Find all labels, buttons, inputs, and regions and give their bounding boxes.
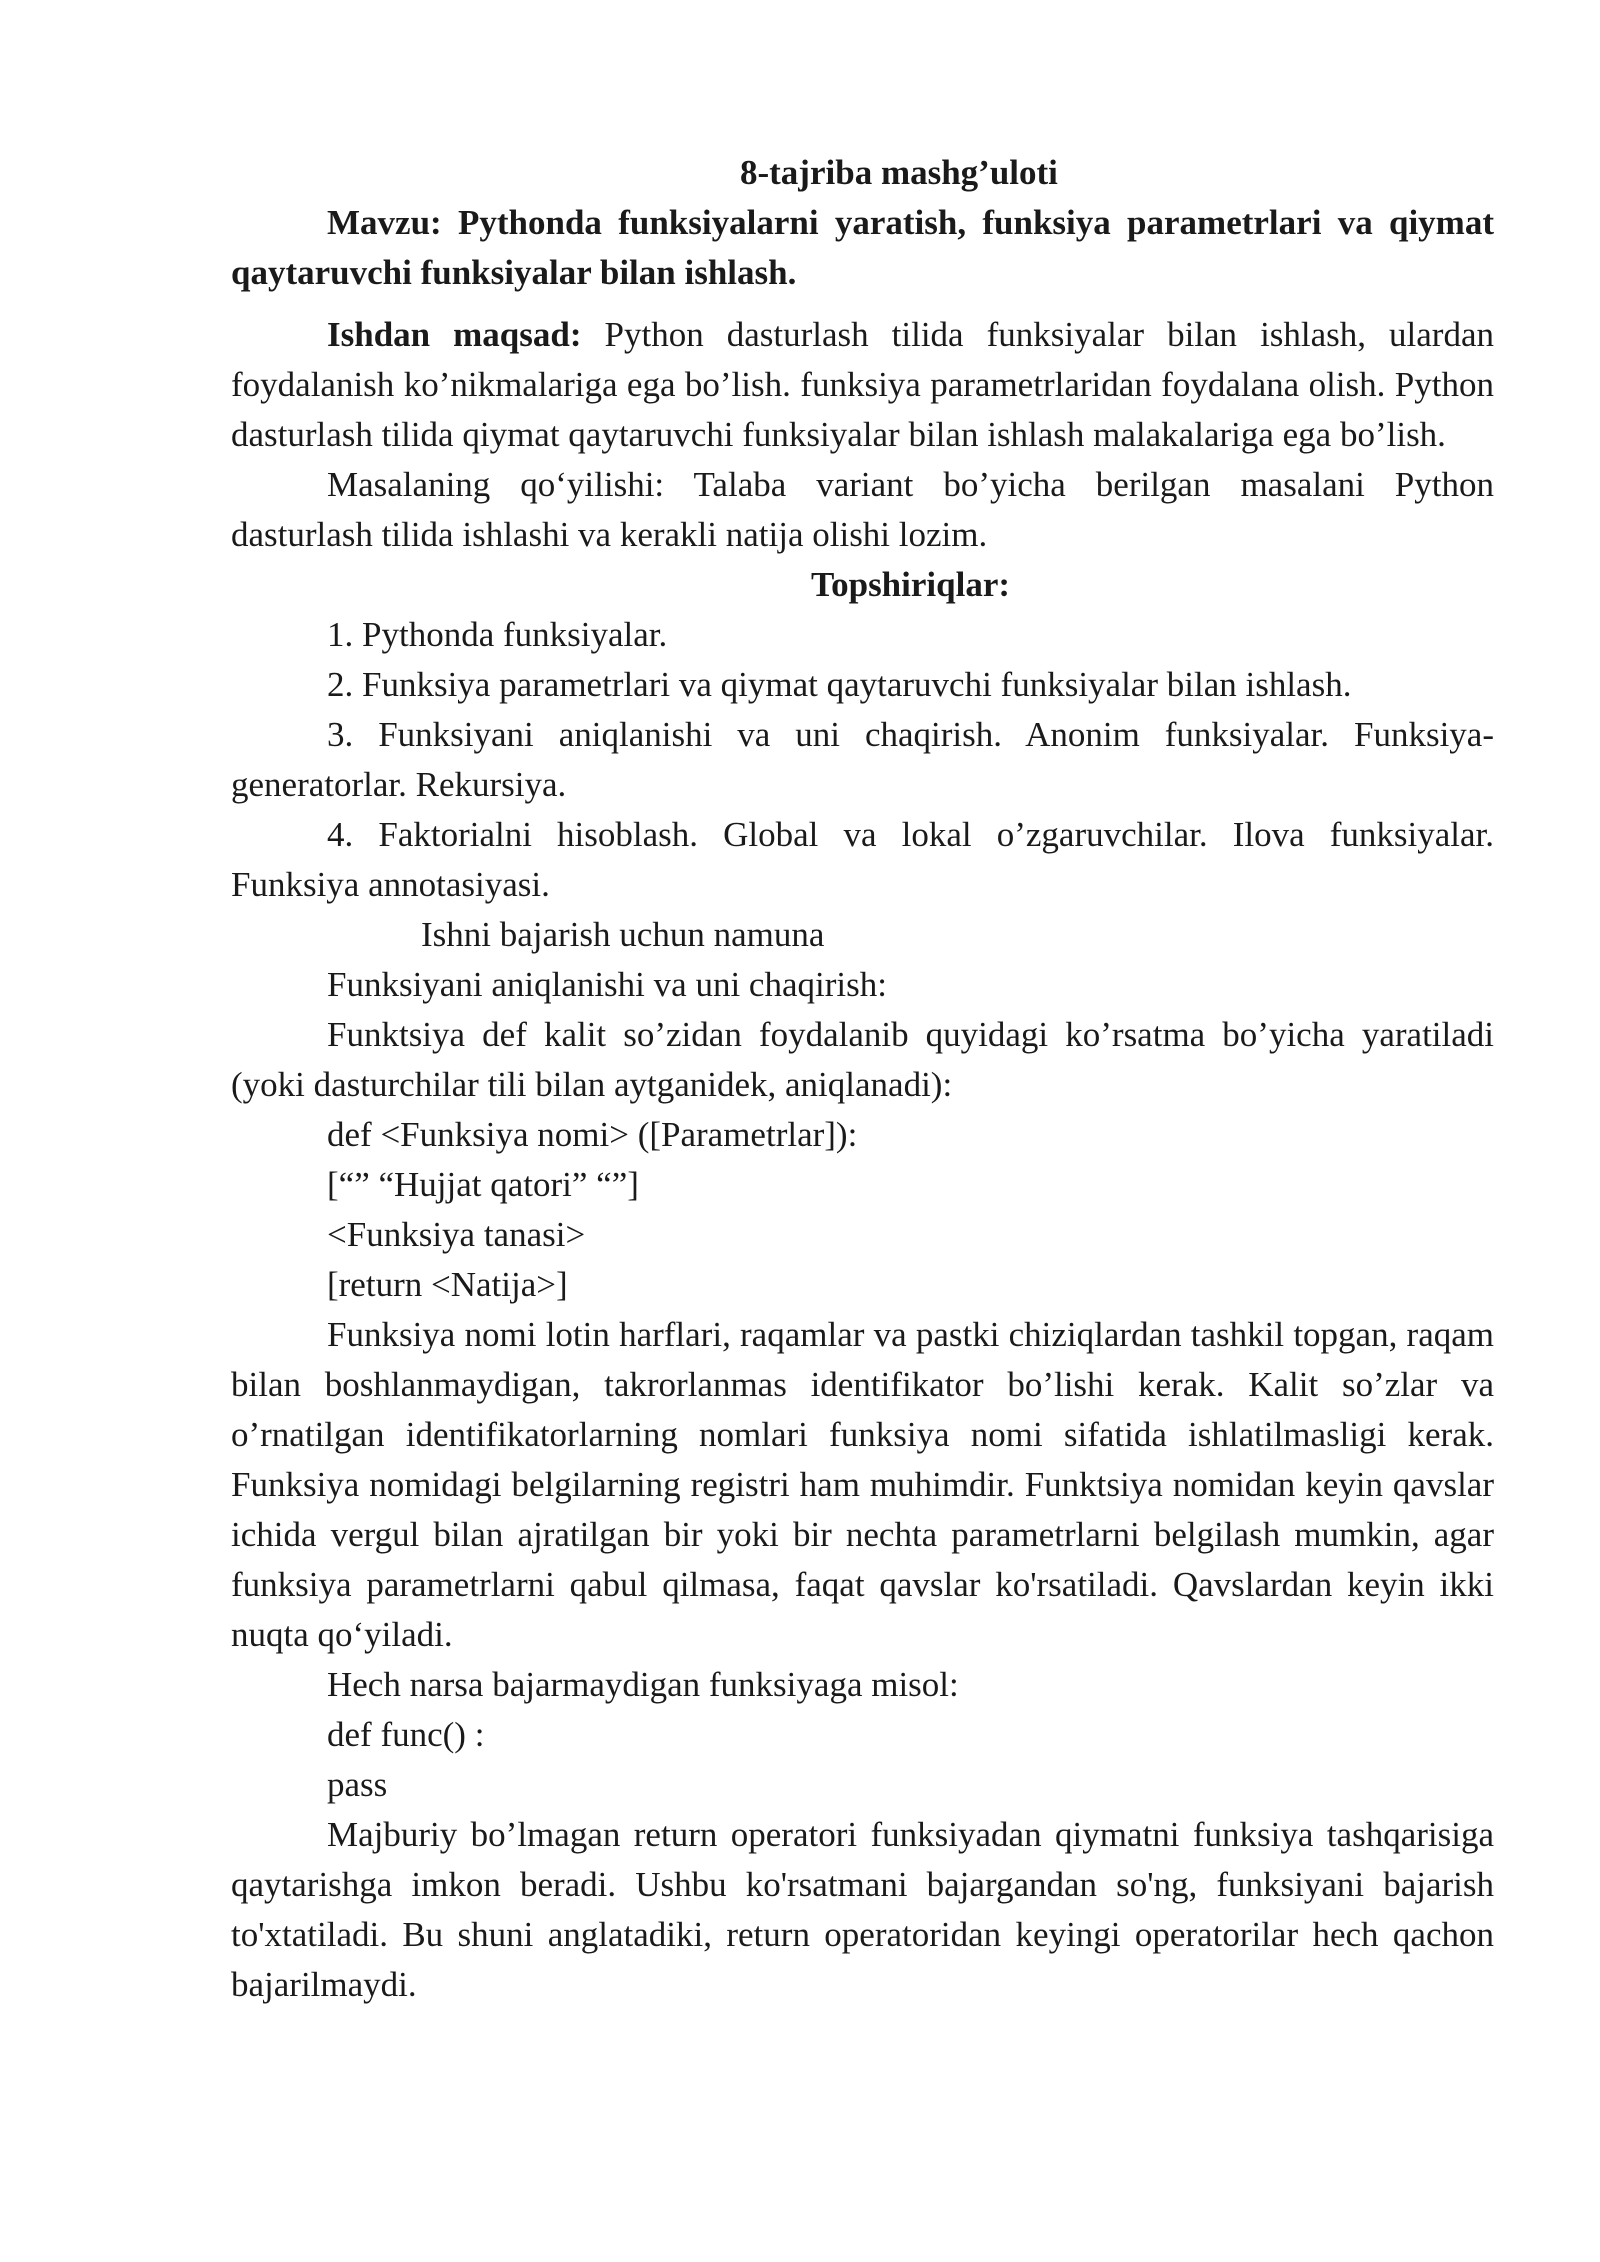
- document-title: 8-tajriba mashg’uloti: [740, 153, 1058, 192]
- sample-heading: Ishni bajarish uchun namuna: [421, 915, 825, 954]
- goal-paragraph: [231, 310, 1494, 460]
- example-line-1: def func() :: [327, 1715, 485, 1754]
- naming-text: Funksiya nomi lotin harflari, raqamlar va pastki chiziqlardan tashkil topgan, raqam bilan boshlanmaydigan, takrorlanmas identifikator bo’lishi kerak. Kalit so’zlar va o’rnatilgan identifikatorlarning nomlari funksiya nomi sifatida ishlatilmasligi kerak. Funksiya nomidagi belgilarning registri ham muhimdir. Funktsiya nomidan keyin qavslar ichida vergul bilan ajratilgan bir yoki bir nechta parametrlarni belgilash mumkin, agar funksiya parametrlarni qabul qilmasa, faqat qavslar ko'rsatiladi. Qavslardan keyin ikki nuqta qo‘yiladi.: [231, 1315, 1494, 1654]
- definition-text: Funktsiya def kalit so’zidan foydalanib quyidagi ko’rsatma bo’yicha yaratiladi (yoki dasturchilar tili bilan aytganidek, aniqlanadi):: [231, 1015, 1494, 1104]
- syntax-line-3: <Funksiya tanasi>: [327, 1215, 586, 1254]
- task-item-1: 1. Pythonda funksiyalar.: [327, 615, 668, 654]
- document-page: [231, 148, 1494, 2010]
- syntax-line-1: def <Funksiya nomi> ([Parametrlar]):: [327, 1115, 858, 1154]
- return-text: Majburiy bo’lmagan return operatori funksiyadan qiymatni funksiya tashqarisiga qaytarishga imkon beradi. Ushbu ko'rsatmani bajargandan so'ng, funksiyani bajarish to'xtatiladi. Bu shuni anglatadiki, return operatoridan keyingi operatorilar hech qachon bajarilmaydi.: [231, 1815, 1494, 2004]
- task-item-2: 2. Funksiya parametrlari va qiymat qaytaruvchi funksiyalar bilan ishlash.: [327, 665, 1352, 704]
- task-item-4: 4. Faktorialni hisoblash. Global va lokal o’zgaruvchilar. Ilova funksiyalar. Funksiya annotasiyasi.: [231, 815, 1494, 904]
- syntax-line-4: [return <Natija>]: [327, 1265, 568, 1304]
- goal-label: Ishdan maqsad:: [327, 315, 582, 354]
- tasks-heading: Topshiriqlar:: [810, 565, 1011, 604]
- goal-text: Python dasturlash tilida funksiyalar bilan ishlash, ulardan foydalanish ko’nikmalariga ega bo’lish. funksiya parametrlaridan foydalana olish. Python dasturlash tilida qiymat qaytaruvchi funksiyalar bilan ishlash malakalariga ega bo’lish.: [231, 315, 1495, 454]
- document-topic: Mavzu: Pythonda funksiyalarni yaratish, funksiya parametrlari va qiymat qaytaruvchi funksiyalar bilan ishlash.: [231, 203, 1494, 292]
- definition-heading: Funksiyani aniqlanishi va uni chaqirish:: [327, 965, 887, 1004]
- problem-statement: Masalaning qo‘yilishi: Talaba variant bo’yicha berilgan masalani Python dasturlash tilida ishlashi va kerakli natija olishi lozim.: [231, 465, 1494, 554]
- example-line-2: pass: [327, 1765, 388, 1804]
- task-item-3: 3. Funksiyani aniqlanishi va uni chaqirish. Anonim funksiyalar. Funksiya-generatorlar. Rekursiya.: [231, 715, 1494, 804]
- example-heading: Hech narsa bajarmaydigan funksiyaga misol:: [327, 1665, 959, 1704]
- syntax-line-2: [“” “Hujjat qatori” “”]: [327, 1165, 639, 1204]
